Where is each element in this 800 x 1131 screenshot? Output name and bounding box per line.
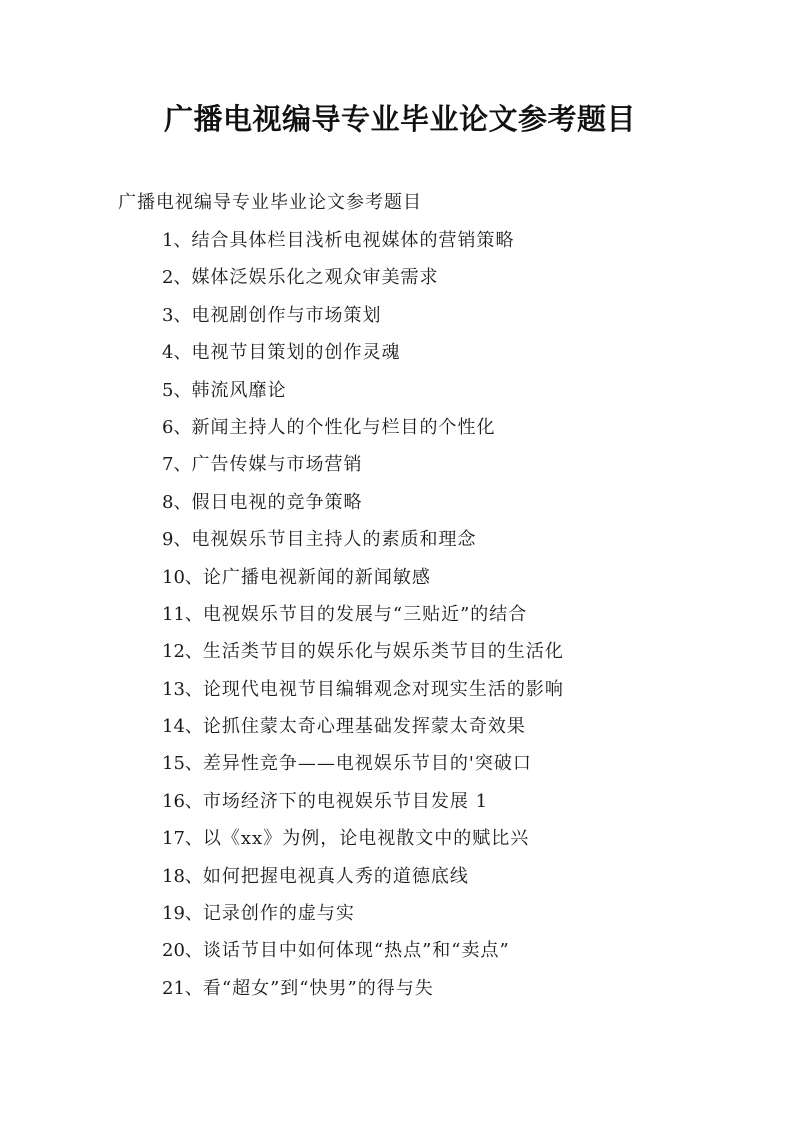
topic-item — [162, 377, 564, 414]
topic-text: 假日电视的竞争策略 — [191, 491, 363, 513]
topic-text: 电视节目策划的创作灵魂 — [191, 342, 401, 364]
topic-number: 2、 — [162, 267, 192, 289]
topic-number: 20、 — [162, 940, 203, 962]
topic-item — [162, 414, 564, 451]
topic-text: 市场经济下的电视娱乐节目发展 1 — [202, 790, 489, 812]
topic-text: 如何把握电视真人秀的道德底线 — [202, 865, 469, 887]
topic-number: 13、 — [162, 678, 203, 700]
topic-number: 21、 — [162, 977, 203, 999]
topic-list — [162, 227, 564, 1012]
document-subtitle: 广播电视编导专业毕业论文参考题目 — [118, 192, 422, 213]
topic-item — [162, 825, 564, 862]
topic-item — [162, 489, 564, 526]
topic-number: 16、 — [162, 790, 203, 812]
topic-text: 结合具体栏目浅析电视媒体的营销策略 — [191, 230, 515, 251]
topic-item — [162, 750, 564, 787]
topic-item — [162, 975, 564, 1012]
topic-item — [162, 564, 564, 601]
topic-text: 生活类节目的娱乐化与娱乐类节目的生活化 — [202, 641, 564, 663]
topic-text: 差异性竞争——电视娱乐节目的'突破口 — [202, 753, 532, 775]
topic-text: 论现代电视节目编辑观念对现实生活的影响 — [202, 678, 564, 700]
topic-number: 7、 — [162, 454, 192, 476]
topic-number: 17、 — [162, 828, 203, 850]
topic-number: 5、 — [162, 379, 192, 401]
topic-item — [162, 638, 564, 675]
topic-text: 媒体泛娱乐化之观众审美需求 — [191, 267, 439, 289]
topic-number: 8、 — [162, 491, 192, 513]
topic-number: 3、 — [162, 304, 192, 326]
topic-item — [162, 264, 564, 301]
topic-item — [162, 526, 564, 563]
topic-number: 10、 — [162, 566, 203, 588]
topic-number: 18、 — [162, 865, 203, 887]
topic-number: 9、 — [162, 529, 192, 551]
topic-text: 电视剧创作与市场策划 — [191, 304, 382, 326]
topic-item — [162, 937, 564, 974]
topic-text: 韩流风靡论 — [191, 379, 287, 401]
topic-text: 记录创作的虚与实 — [202, 903, 355, 925]
topic-text: 谈话节目中如何体现“热点”和“卖点” — [202, 940, 510, 962]
topic-item — [162, 302, 564, 339]
topic-item — [162, 713, 564, 750]
topic-number: 14、 — [162, 716, 203, 738]
topic-text: 以《xx》为例，论电视散文中的赋比兴 — [202, 828, 530, 850]
topic-text: 看“超女”到“快男”的得与失 — [202, 977, 434, 999]
topic-item — [162, 788, 564, 825]
topic-item — [162, 676, 564, 713]
topic-item — [162, 339, 564, 376]
topic-text: 广告传媒与市场营销 — [191, 454, 363, 476]
topic-text: 电视娱乐节目主持人的素质和理念 — [191, 529, 477, 551]
topic-item — [162, 451, 564, 488]
topic-number: 11、 — [162, 603, 203, 625]
topic-text: 新闻主持人的个性化与栏目的个性化 — [191, 416, 496, 438]
topic-number: 12、 — [162, 641, 203, 663]
topic-number: 15、 — [162, 753, 203, 775]
topic-number: 4、 — [162, 342, 192, 364]
topic-number: 1、 — [162, 230, 192, 251]
topic-item — [162, 227, 564, 264]
topic-item — [162, 601, 564, 638]
topic-item — [162, 900, 564, 937]
document-title: 广播电视编导专业毕业论文参考题目 — [163, 102, 636, 136]
topic-number: 6、 — [162, 416, 192, 438]
topic-text: 论抓住蒙太奇心理基础发挥蒙太奇效果 — [202, 716, 526, 738]
topic-number: 19、 — [162, 903, 203, 925]
topic-item — [162, 863, 564, 900]
topic-text: 论广播电视新闻的新闻敏感 — [202, 566, 431, 588]
topic-text: 电视娱乐节目的发展与“三贴近”的结合 — [202, 603, 528, 625]
